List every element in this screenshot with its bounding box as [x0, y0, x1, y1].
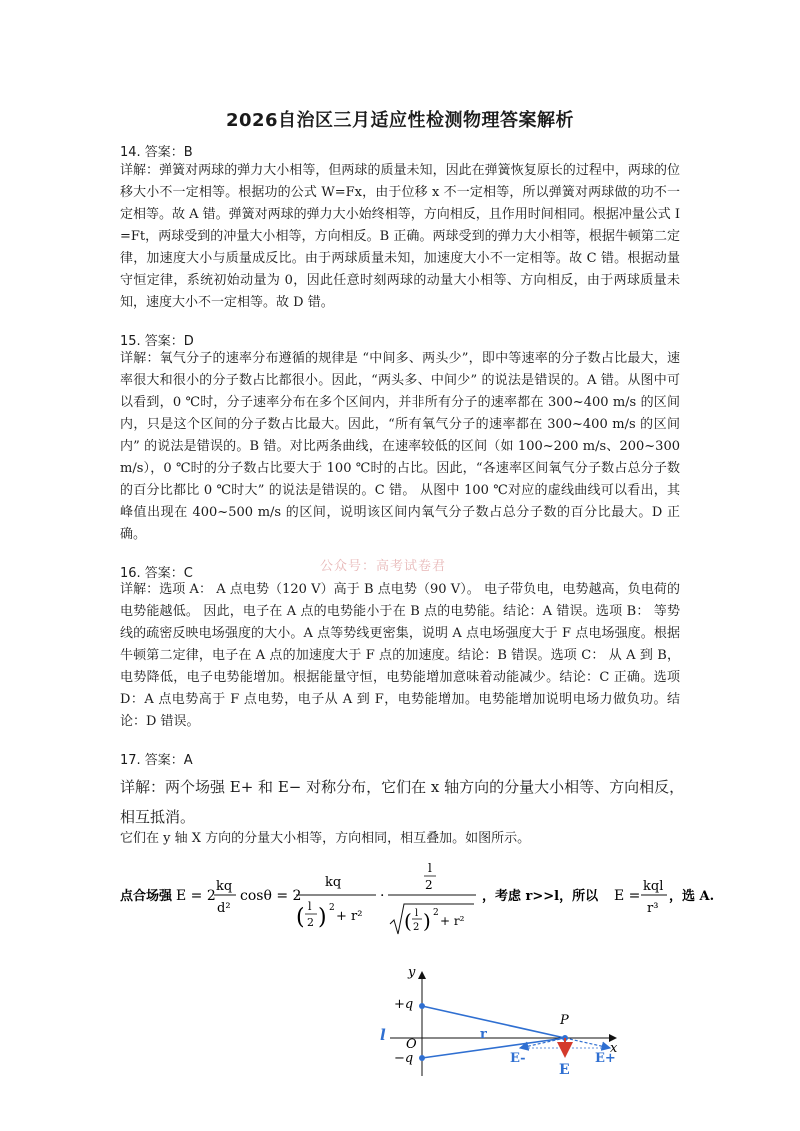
formula-lead: 点合场强	[120, 889, 173, 904]
q16-detail-text: 详解：选项 A： A 点电势（120 V）高于 B 点电势（90 V）。 电子带负电，电势越高，负电荷的电势能越低。 因此，电子在 A 点的电势能小于在 B 点的电势能。结论：A 错误。选项 B： 等势线的疏密反映电场强度的大小。A 点等势线更密集，说明 A 点电场强度大于 F 点电场强度。根据牛顿第二定律，电子在 A 点的加速度大于 F 点的加速度。结论：B 错误。选项 C： 从 A 到 B，电势降低，电子电势能增加。根据能量守恒，电势能增加意味着动能减少。结论：C 正确。选项 D：A 点电势高于 F 点电势，电子从 A 到 F，电势能增加。电势能增加说明电场力做负功。结论：D 错误。	[120, 582, 680, 729]
l-label: l	[380, 1026, 386, 1044]
formula-l-1: l	[308, 900, 312, 913]
e-label: E	[559, 1062, 570, 1078]
formula-kql: kql	[643, 879, 664, 894]
formula-2-1: 2	[307, 916, 314, 929]
e-plus-vector	[565, 1038, 610, 1048]
formula-2-2: 2	[425, 878, 433, 892]
formula-2-3: 2	[413, 922, 420, 933]
origin-label: O	[406, 1037, 417, 1052]
formula-d2: d²	[217, 901, 231, 916]
formula-eq-2: E =	[614, 888, 641, 904]
formula-paren-r2: )	[423, 909, 431, 933]
q15-detail	[120, 348, 680, 546]
q16-detail	[120, 579, 680, 733]
field-diagram	[360, 960, 630, 1080]
watermark: 公众号：高考试卷君	[320, 559, 447, 574]
formula-paren-l: (	[296, 905, 305, 930]
formula-plus-r2-b: + r²	[440, 914, 465, 928]
formula-l-2: l	[428, 861, 432, 875]
formula-eq-1: E = 2	[176, 888, 216, 904]
q17-detail-2: 它们在 y 轴 X 方向的分量大小相等，方向相同，相互叠加。如图所示。	[120, 831, 531, 846]
plus-q-label: +q	[394, 997, 414, 1012]
formula-dot: ·	[380, 888, 385, 904]
formula-l-3: l	[415, 908, 419, 919]
e-minus-label: E-	[510, 1051, 526, 1066]
q14-answer: 14. 答案：B	[120, 145, 193, 160]
formula-sq-2: 2	[433, 908, 439, 918]
q17-detail-1: 详解：两个场强 E+ 和 E− 对称分布，它们在 x 轴方向的分量大小相等、方向相反，相互抵消。	[120, 778, 685, 826]
formula-choose: ，选 A.	[669, 889, 715, 904]
line-plus-to-p	[422, 1006, 565, 1038]
page-title: 2026自治区三月适应性检测物理答案解析	[225, 110, 575, 131]
q15-detail-text: 详解：氧气分子的速率分布遵循的规律是 “中间多、两头少”，即中等速率的分子数占比最大，速率很大和很小的分子数占比都很小。因此，“两头多、中间少” 的说法是错误的。A 错。从图中可以看到，0 ℃时，分子速率分布在多个区间内，并非所有分子的速率都在 300~400 m/s 的区间内，只是这个区间的分子数占比最大。因此，“所有氧气分子的速率都在 300~400 m/s 的区间内” 的说法是错误的。B 错。对比两条曲线，在速率较低的区间（如 100~200 m/s、200~300 m/s），0 ℃时的分子数占比要大于 100 ℃时的占比。因此，“各速率区间氧气分子数占总分子数的百分比都比 0 ℃时大” 的说法是错误的。C 错。 从图中 100 ℃对应的虚线曲线可以看出，其峰值出现在 400~500 m/s 的区间，说明该区间内氧气分子数占总分子数的百分比最大。D 正确。	[120, 351, 680, 542]
r-label: r	[480, 1027, 487, 1042]
q14-detail	[120, 160, 680, 314]
x-axis-label: x	[610, 1041, 618, 1056]
formula-r3: r³	[647, 901, 659, 916]
formula-kq-1: kq	[216, 879, 233, 894]
minus-q-label: −q	[394, 1051, 414, 1066]
field-strength-formula	[120, 858, 715, 958]
q17-answer: 17. 答案：A	[120, 753, 193, 768]
e-plus-label: E+	[595, 1051, 616, 1066]
formula-kq-2: kq	[325, 875, 342, 890]
q14-detail-text: 详解：弹簧对两球的弹力大小相等，但两球的质量未知，因此在弹簧恢复原长的过程中，两球的位移大小不一定相等。根据功的公式 W=Fx，由于位移 x 不一定相等，所以弹簧对两球做的功不一定相等。故 A 错。弹簧对两球的弹力大小始终相等，方向相反，且作用时间相同。根据冲量公式 I=Ft，两球受到的冲量大小相等，方向相反。B 正确。两球受到的弹力大小相等，根据牛顿第二定律，加速度大小与质量成反比。由于两球质量未知，加速度大小不一定相等。故 C 错。根据动量守恒定律，系统初始动量为 0，因此任意时刻两球的动量大小相等、方向相反，由于两球质量未知，速度大小不一定相等。故 D 错。	[120, 163, 680, 310]
formula-paren-r: )	[318, 905, 327, 930]
q16-answer: 16. 答案：C	[120, 566, 193, 581]
p-label: P	[560, 1013, 569, 1028]
q15-answer: 15. 答案：D	[120, 334, 194, 349]
formula-cos: cosθ = 2	[240, 888, 302, 904]
formula-consider: ，考虑 r>>l，所以	[482, 889, 599, 904]
line-minus-to-p	[422, 1038, 565, 1058]
y-axis-label: y	[408, 965, 416, 980]
formula-sq-1: 2	[329, 903, 335, 913]
formula-paren-l2: (	[404, 909, 412, 933]
formula-plus-r2: + r²	[336, 909, 363, 924]
